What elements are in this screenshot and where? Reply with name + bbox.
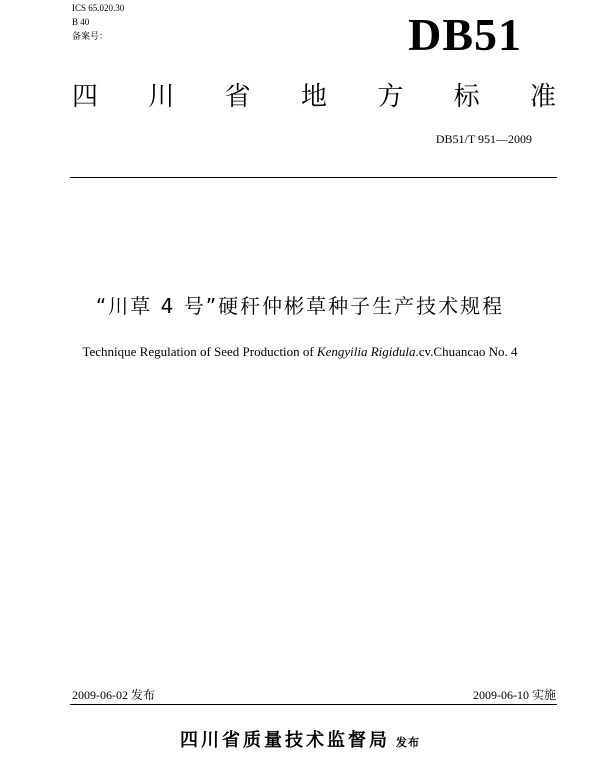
issuer-suffix: 发布 bbox=[396, 736, 420, 749]
standard-name-char: 标 bbox=[453, 82, 480, 112]
title-chinese: “川草 4 号”硬秆仲彬草种子生产技术规程 bbox=[95, 294, 505, 318]
effective-date: 2009-06-10 实施 bbox=[473, 688, 556, 702]
standard-name-char: 省 bbox=[224, 82, 251, 112]
standard-name-char: 川 bbox=[148, 82, 175, 112]
header-divider bbox=[70, 177, 557, 178]
record-number: 备案号： bbox=[72, 31, 109, 41]
title-english-part: Technique Regulation of Seed Production of bbox=[82, 344, 317, 359]
footer-divider bbox=[70, 704, 557, 705]
issuer-name: 四川省质量技术监督局 bbox=[180, 730, 390, 751]
issue-date: 2009-06-02 发布 bbox=[72, 688, 155, 702]
category-code: B 40 bbox=[72, 17, 90, 27]
ics-code: ICS 65.020.30 bbox=[72, 3, 125, 13]
standard-name-char: 方 bbox=[377, 82, 404, 112]
db51-logo: DB51 bbox=[408, 9, 522, 60]
standard-name-char: 准 bbox=[529, 82, 556, 112]
standard-name bbox=[72, 82, 556, 112]
title-english-part: .cv.Chuancao No. 4 bbox=[415, 344, 518, 359]
standard-name-char: 四 bbox=[72, 82, 99, 112]
standard-code: DB51/T 951—2009 bbox=[435, 132, 532, 146]
issuing-authority bbox=[0, 726, 600, 752]
standard-name-char: 地 bbox=[300, 82, 327, 112]
title-english bbox=[0, 344, 600, 360]
species-name: Kengyilia Rigidula bbox=[316, 344, 416, 359]
